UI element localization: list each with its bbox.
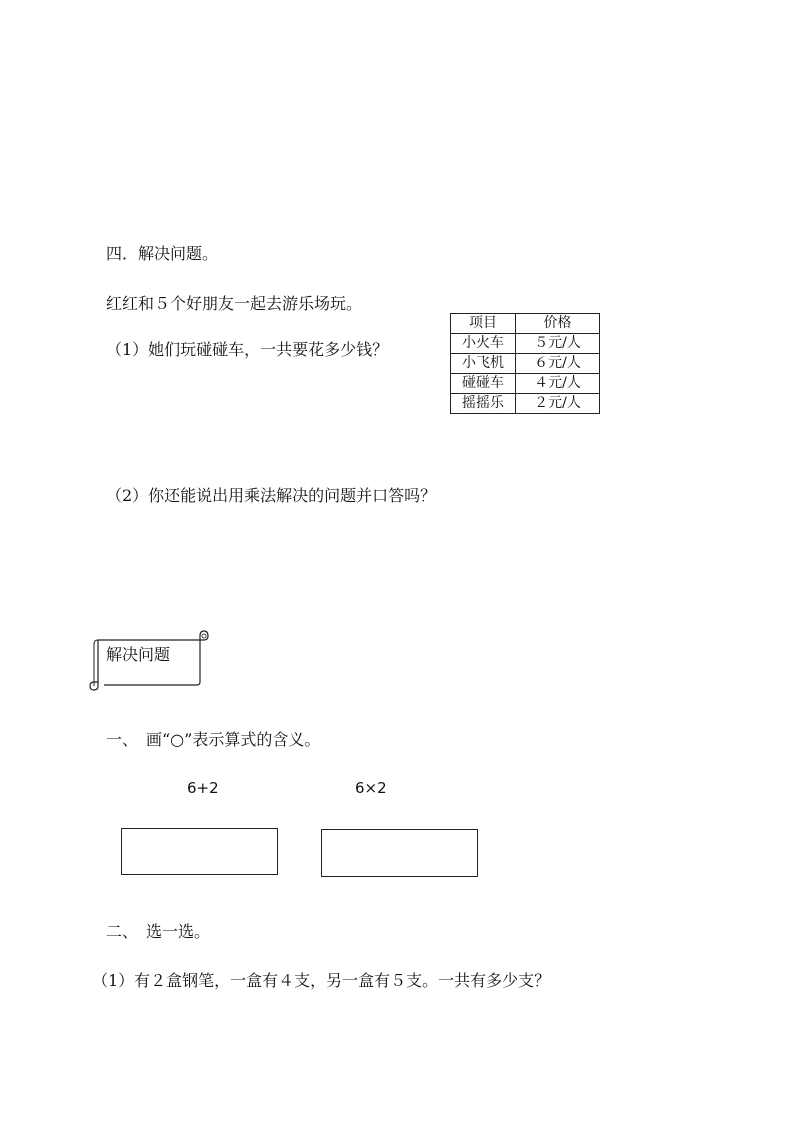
part-2-heading: 二、 选一选。	[106, 922, 211, 941]
table-row	[451, 394, 600, 414]
table-cell-price: ６元/人	[516, 354, 600, 374]
table-header-row	[451, 314, 600, 334]
price-table	[450, 313, 600, 414]
part-2-question-1: （1）有２盒钢笔，一盒有４支，另一盒有５支。一共有多少支？	[92, 971, 551, 990]
table-cell-price: ２元/人	[516, 394, 600, 414]
table-cell-item: 小飞机	[451, 354, 516, 374]
expression-addition: 6+2	[187, 779, 219, 797]
banner-title: 解决问题	[106, 645, 171, 664]
expression-multiplication: 6×2	[355, 779, 387, 797]
table-row	[451, 374, 600, 394]
table-header-price: 价格	[516, 314, 600, 334]
answer-box-left[interactable]	[121, 828, 278, 875]
table-header-item: 项目	[451, 314, 516, 334]
table-cell-item: 小火车	[451, 334, 516, 354]
table-row	[451, 334, 600, 354]
table-cell-item: 碰碰车	[451, 374, 516, 394]
answer-box-right[interactable]	[321, 829, 478, 877]
table-cell-price: ５元/人	[516, 334, 600, 354]
table-row	[451, 354, 600, 374]
table-cell-item: 摇摇乐	[451, 394, 516, 414]
section-4-question-2: （2）你还能说出用乘法解决的问题并口答吗？	[106, 486, 437, 505]
section-4-question-1: （1）她们玩碰碰车，一共要花多少钱？	[106, 340, 389, 359]
part-1-heading: 一、 画“○”表示算式的含义。	[106, 730, 321, 749]
section-4-intro: 红红和５个好朋友一起去游乐场玩。	[106, 294, 363, 313]
table-cell-price: ４元/人	[516, 374, 600, 394]
section-4-heading: 四．解决问题。	[106, 244, 219, 263]
